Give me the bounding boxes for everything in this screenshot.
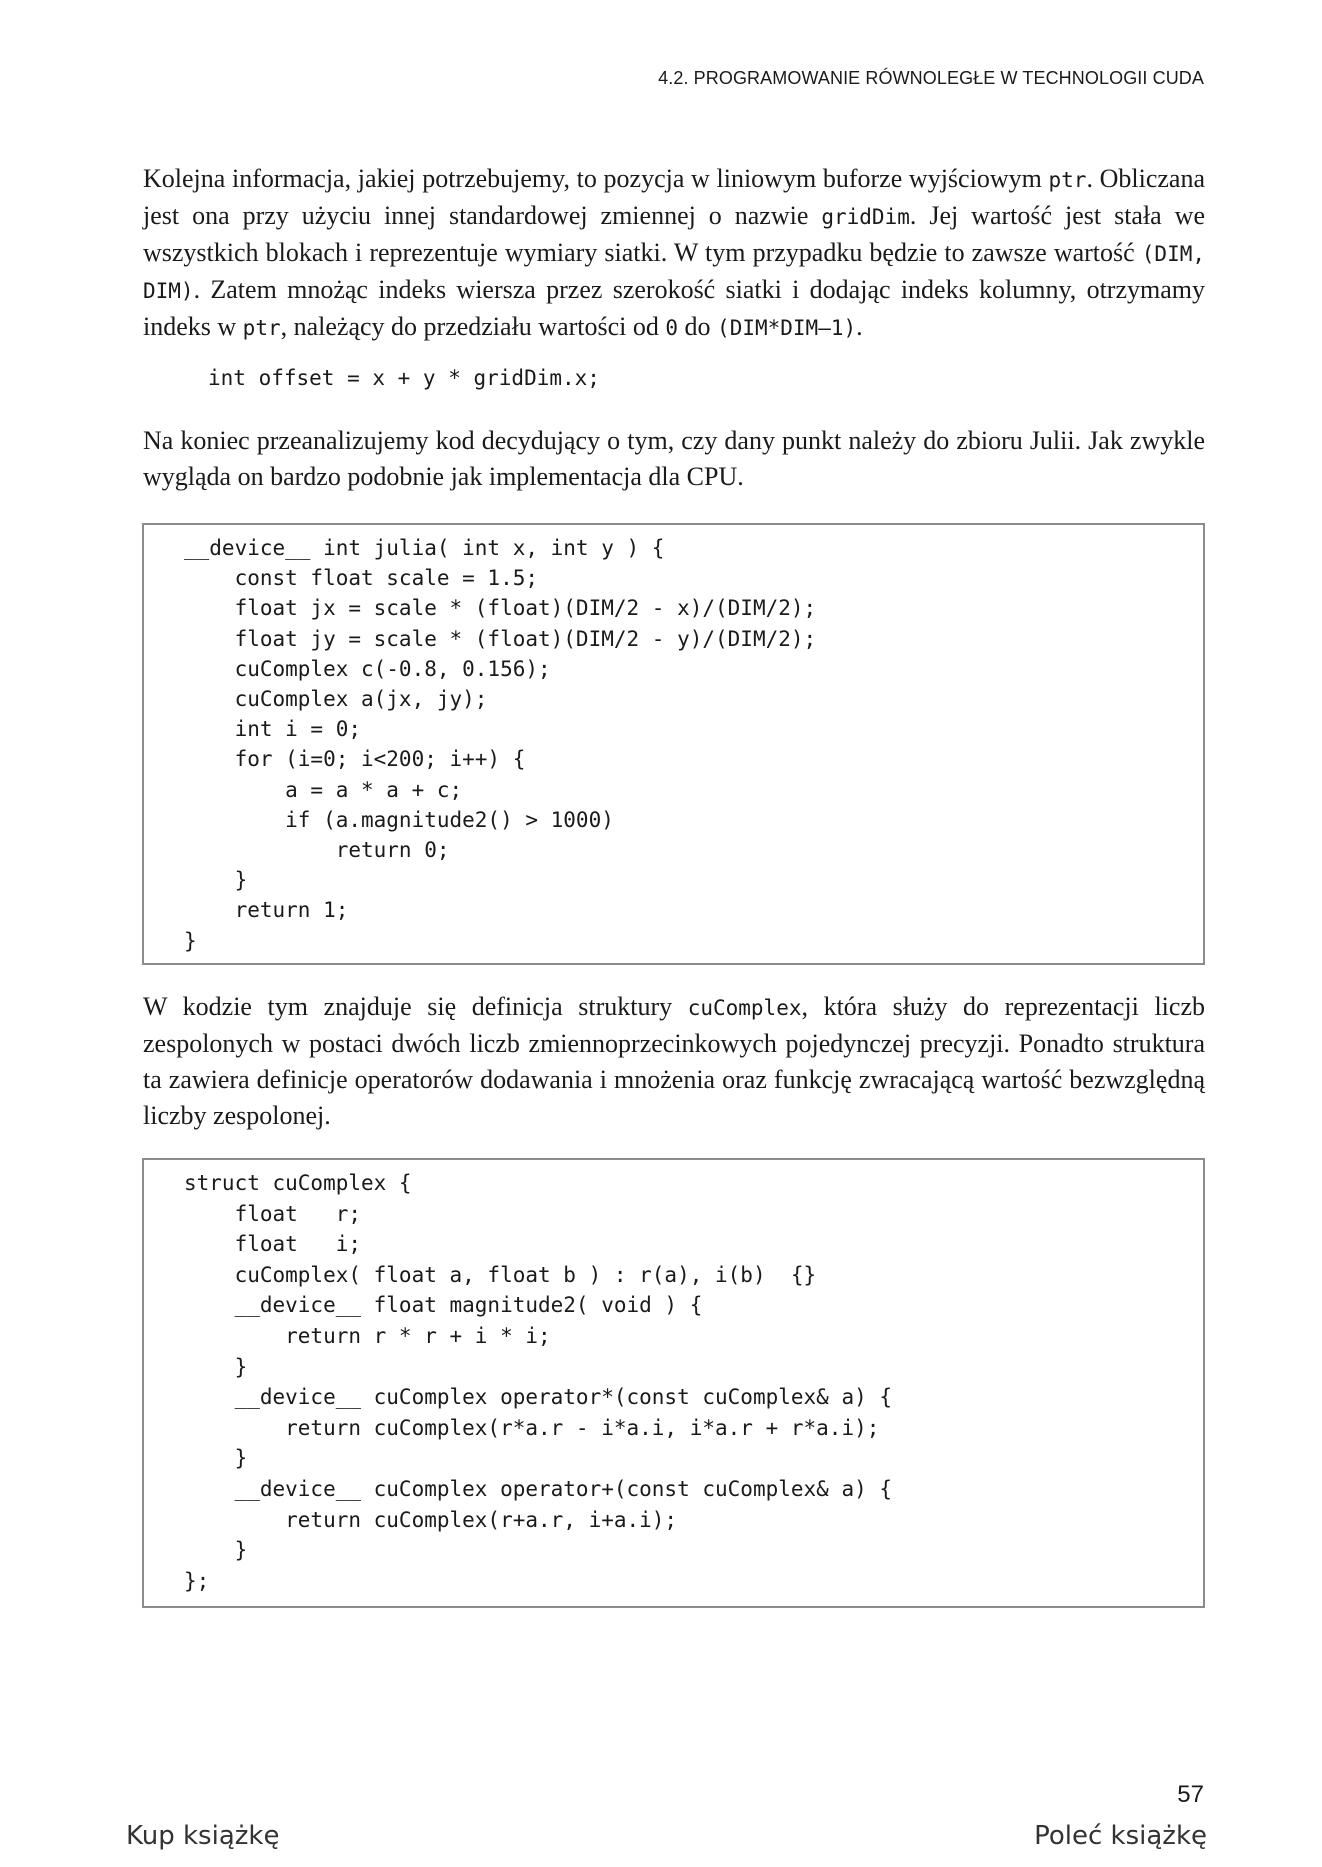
paragraph-text: . Obliczana jest ona przy użyciu innej standardowej zmiennej o nazwie [143,164,1205,230]
page-number: 57 [1177,1781,1204,1808]
paragraph-grid-offset [143,161,1205,346]
paragraph-text: Kolejna informacja, jakiej potrzebujemy, to pozycja w liniowym buforze wyjściowym [143,164,1049,193]
inline-code: ptr [242,316,281,340]
cucomplex-code: struct cuComplex { float r; float i; cuComplex( float a, float b ) : r(a), i(b) {} __device__ float magnitude2( void ) { return r * r + i * i; } __device__ cuComplex operator*(const cuComplex& a) { return cuComplex(r*a.r - i*a.i, i*a.r + r*a.i); } __device__ cuComplex operator+(const cuComplex& a) { return cuComplex(r+a.r, i+a.i); } }; [184,1171,893,1593]
inline-code: cuComplex [687,996,802,1020]
paragraph-cucomplex [143,989,1205,1134]
running-header: 4.2. PROGRAMOWANIE RÓWNOLEGŁE W TECHNOLOGII CUDA [658,68,1204,88]
paragraph-text: W kodzie tym znajduje się definicja struktury [143,992,688,1021]
cucomplex-code-listing [142,1158,1205,1608]
inline-code: gridDim [821,205,910,229]
paragraph-text: Na koniec przeanalizujemy kod decydujący o tym, czy dany punkt należy do zbioru Julii. Jak zwykle wygląda on bardzo podobnie jak implementacja dla CPU. [143,426,1205,491]
paragraph-text: , należący do przedziału wartości od [280,312,666,341]
paragraph-text: . Jej wartość jest stała we wszystkich blokach i reprezentuje wymiary siatki. W tym przypadku będzie to zawsze wartość [143,201,1206,267]
paragraph-julia-intro [143,423,1205,495]
paragraph-text: do [678,312,718,341]
buy-book-link[interactable]: Kup książkę [126,1821,280,1851]
paragraph-text: , która służy do reprezentacji liczb zespolonych w postaci dwóch liczb zmiennoprzecinkowych pojedynczej precyzji. Ponadto struktura ta zawiera definicje operatorów dodawania i mnożenia oraz funkcję zwracającą wartość bezwzględną liczby zespolonej. [143,992,1205,1130]
inline-code: (DIM, DIM) [143,242,1205,303]
julia-code: __device__ int julia( int x, int y ) { const float scale = 1.5; float jx = scale * (float)(DIM/2 - x)/(DIM/2); float jy = scale * (float)(DIM/2 - y)/(DIM/2); cuComplex c(-0.8, 0.156); cuComplex a(jx, jy); int i = 0; for (i=0; i<200; i++) { a = a * a + c; if (a.magnitude2() > 1000) return 0; } return 1; } [184,536,817,953]
inline-code: ptr [1048,168,1087,192]
inline-code: 0 [665,316,679,340]
paragraph-text: . Zatem mnożąc indeks wiersza przez szerokość siatki i dodając indeks kolumny, otrzymamy indeks w [143,275,1205,341]
recommend-book-link[interactable]: Poleć książkę [1034,1821,1207,1851]
julia-code-listing [142,523,1205,965]
paragraph-text: . [856,312,863,341]
code-offset-line: int offset = x + y * gridDim.x; [208,366,600,390]
inline-code: (DIM*DIM–1) [717,316,857,340]
